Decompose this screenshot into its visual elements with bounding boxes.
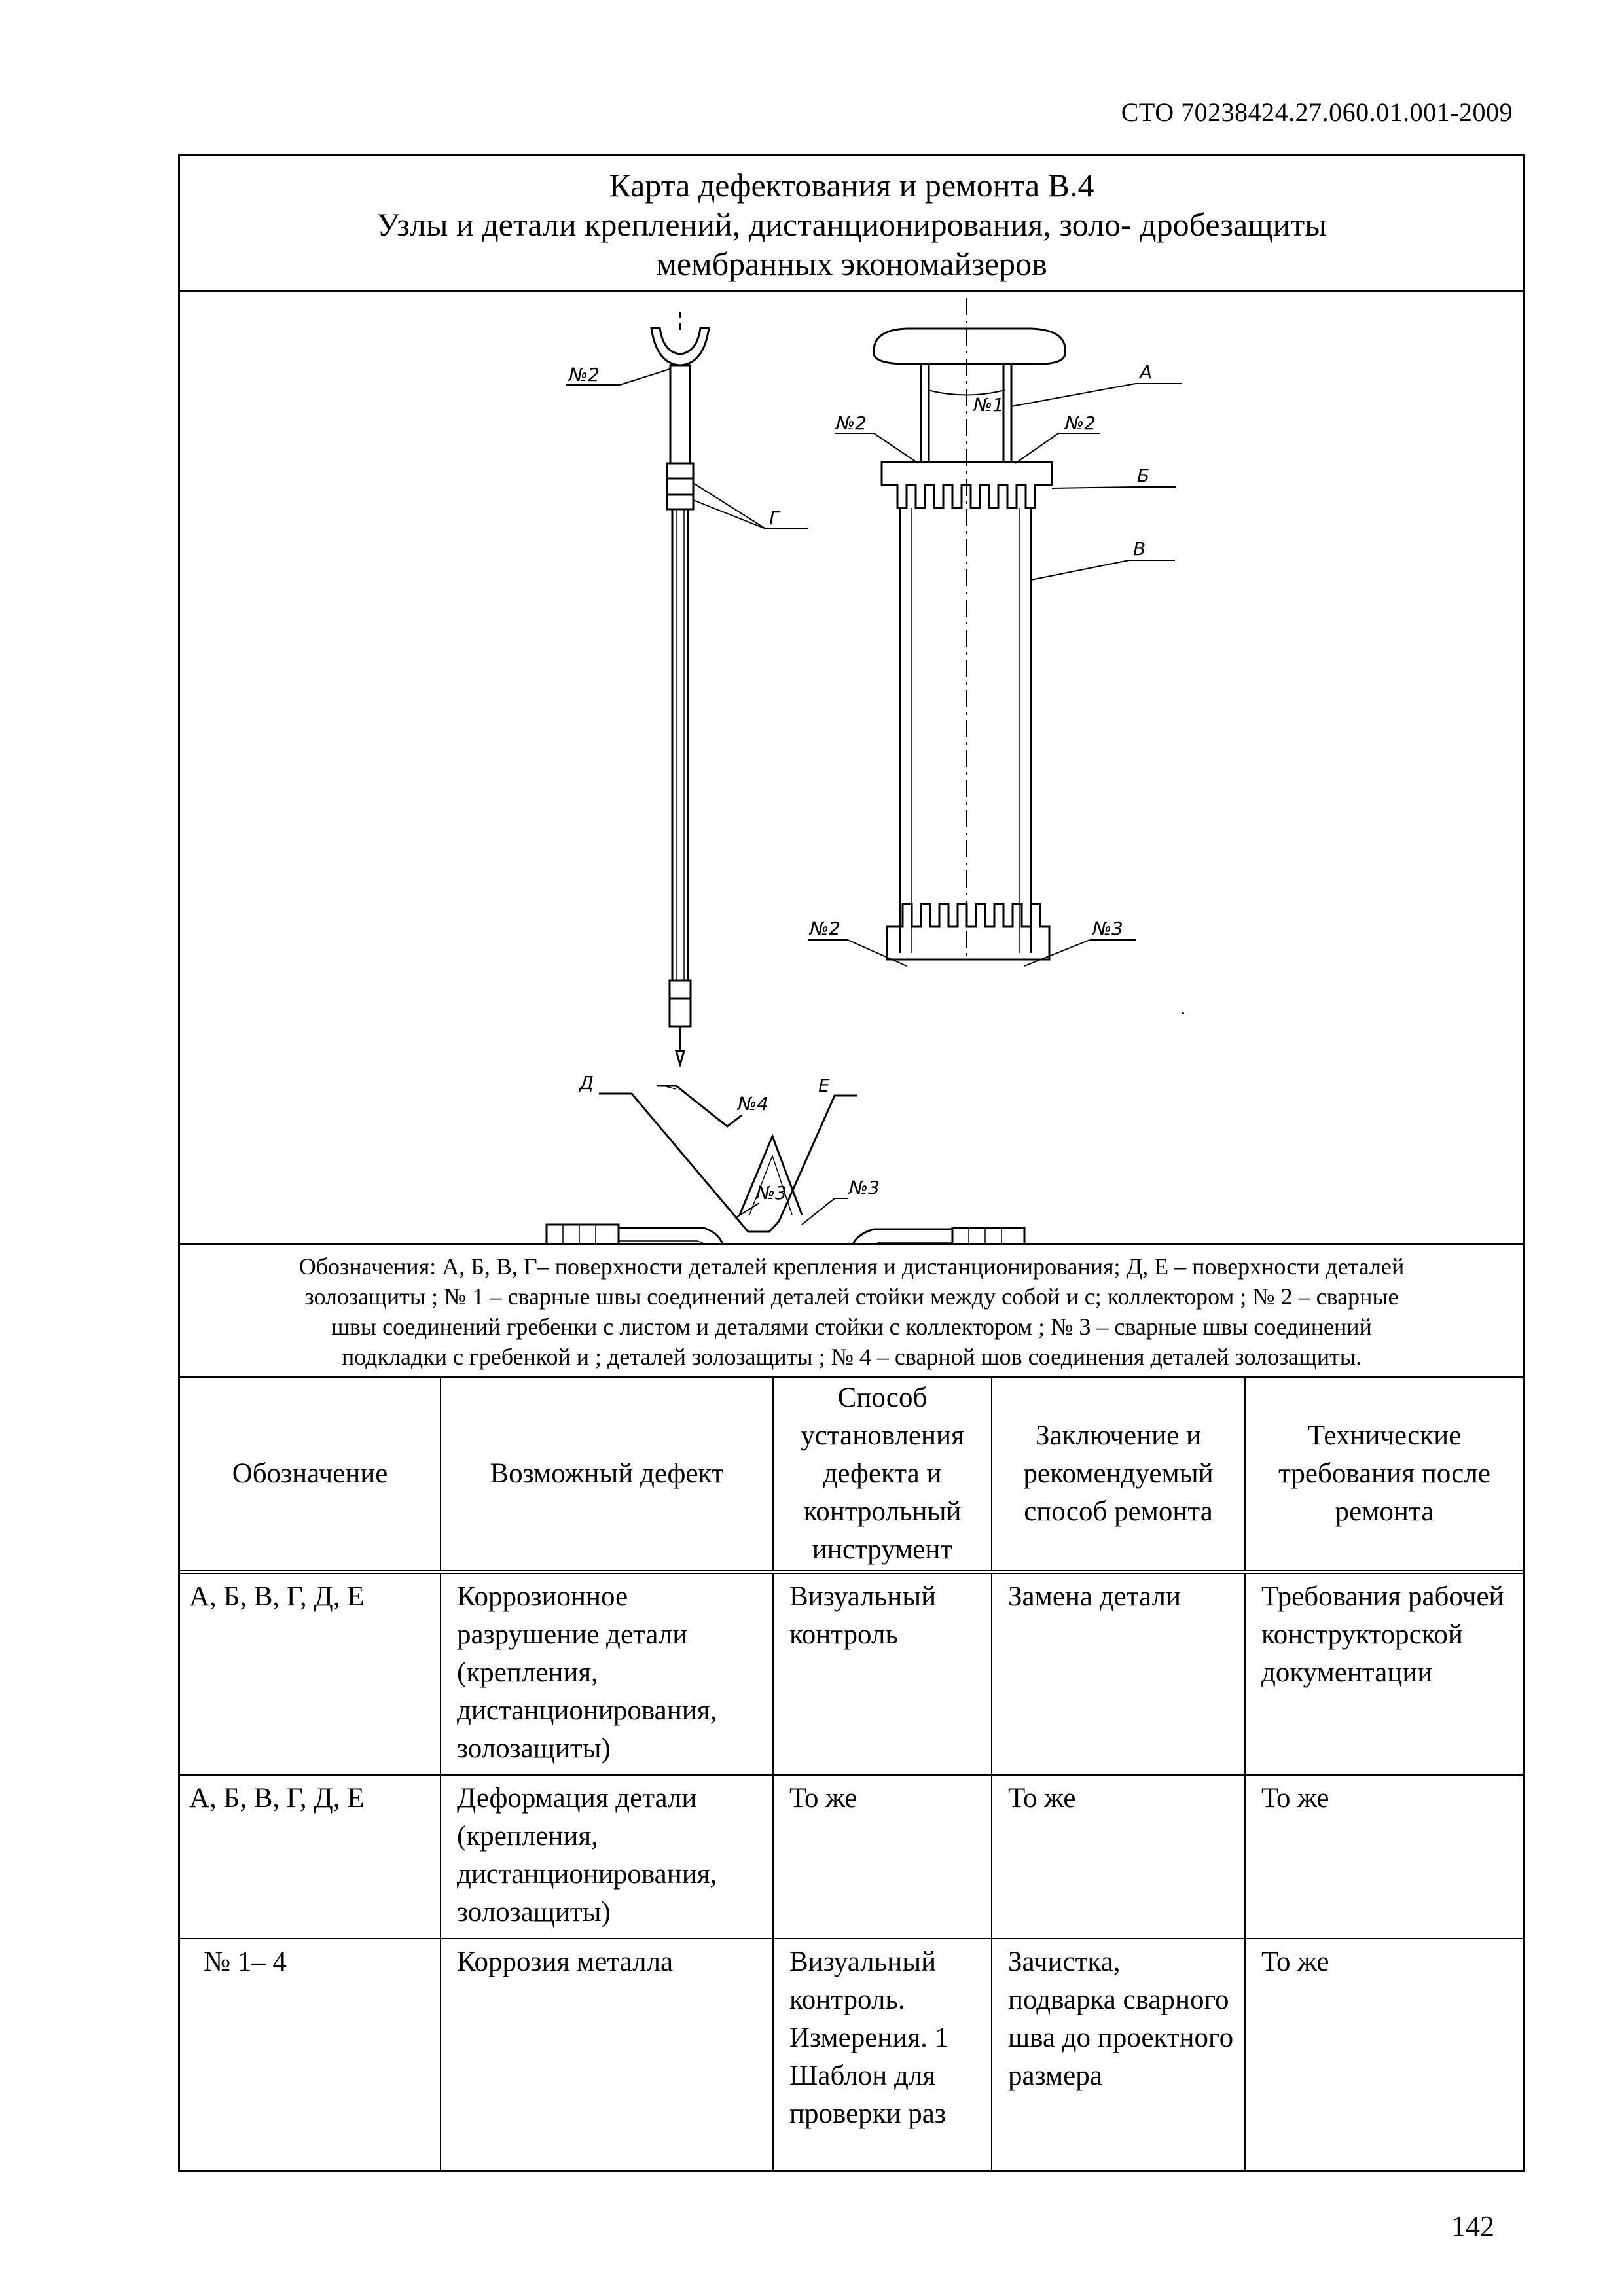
defects-table	[180, 1378, 1523, 2170]
table-row	[180, 1775, 1523, 1939]
cell-defect: Деформация детали (крепления, дистанционирования, золозащиты)	[441, 1775, 773, 1939]
cell-designation: № 1– 4	[180, 1939, 441, 2170]
header-possible-defect: Возможный дефект	[441, 1378, 773, 1572]
cell-designation: А, Б, В, Г, Д, Е	[180, 1572, 441, 1775]
legend-line-3: швы соединений гребенки с листом и деталями стойки с коллектором ; № 3 – сварные швы соединений	[331, 1314, 1372, 1340]
header-detection-method: Способ установления дефекта и контрольный инструмент	[773, 1378, 992, 1572]
label-weld-1: №1	[973, 394, 1004, 416]
label-weld-3-ash-right: №3	[849, 1177, 880, 1198]
table-header-row	[180, 1378, 1523, 1572]
label-weld-2-fork: №2	[569, 364, 600, 386]
card-title-line-2: Узлы и детали креплений, дистанционирования, золо- дробезащиты	[376, 206, 1327, 243]
card-title-line-1: Карта дефектования и ремонта В.4	[609, 167, 1094, 204]
ash-protection-drawing	[533, 1086, 1038, 1243]
label-weld-2-left: №2	[836, 412, 867, 434]
drawing-svg	[180, 292, 1523, 1243]
table-row	[180, 1572, 1523, 1775]
fork-rod-drawing	[566, 312, 808, 1064]
cell-method: Визуальный контроль	[773, 1572, 992, 1775]
card-title	[180, 156, 1523, 292]
cell-defect: Коррозионное разрушение детали (крепления, дистанционирования, золозащиты)	[441, 1572, 773, 1775]
legend-line-1: Обозначения: А, Б, В, Г– поверхности деталей крепления и дистанционирования; Д, Е – поверхности деталей	[298, 1253, 1405, 1280]
header-requirements: Технические требования после ремонта	[1245, 1378, 1523, 1572]
defect-repair-card	[178, 154, 1525, 2172]
label-surface-g: Г	[769, 507, 780, 529]
label-weld-2-bottom: №2	[810, 918, 840, 939]
header-designation: Обозначение	[180, 1378, 441, 1572]
label-weld-3-right: №3	[1092, 918, 1123, 939]
cell-method: То же	[773, 1775, 992, 1939]
label-weld-4: №4	[738, 1093, 768, 1115]
header-conclusion: Заключение и рекомендуемый способ ремонта	[992, 1378, 1245, 1572]
designations-legend	[180, 1245, 1523, 1378]
legend-line-4: подкладки с гребенкой и ; деталей золозащиты ; № 4 – сварной шов соединения деталей золозащиты.	[341, 1344, 1362, 1370]
legend-line-2: золозащиты ; № 1 – сварные швы соединений деталей стойки между собой и с; коллектором ; № 2 – сварные	[304, 1283, 1399, 1310]
cell-requirements: То же	[1245, 1939, 1523, 2170]
label-surface-a: А	[1140, 361, 1153, 383]
card-title-line-3: мембранных экономайзеров	[656, 245, 1047, 282]
label-surface-b: Б	[1137, 465, 1150, 486]
label-surface-d: Д	[579, 1072, 594, 1094]
cell-defect: Коррозия металла	[441, 1939, 773, 2170]
table-row	[180, 1939, 1523, 2170]
page-number: 142	[1451, 2210, 1494, 2242]
label-surface-e: Е	[818, 1075, 830, 1096]
label-surface-v: В	[1133, 538, 1146, 560]
cell-requirements: То же	[1245, 1775, 1523, 1939]
cell-conclusion: Замена детали	[992, 1572, 1245, 1775]
document-code: СТО 70238424.27.060.01.001-2009	[1121, 98, 1513, 127]
label-weld-3-ash-left: №3	[756, 1182, 787, 1204]
technical-drawing	[180, 292, 1523, 1245]
cell-conclusion: То же	[992, 1775, 1245, 1939]
cell-requirements: Требования рабочей конструкторской документации	[1245, 1572, 1523, 1775]
cell-designation: А, Б, В, Г, Д, Е	[180, 1775, 441, 1939]
label-weld-2-right: №2	[1065, 412, 1096, 434]
cell-conclusion: Зачистка, подварка сварного шва до проектного размера	[992, 1939, 1245, 2170]
cell-method: Визуальный контроль. Измерения. 1 Шаблон для проверки раз	[773, 1939, 992, 2170]
